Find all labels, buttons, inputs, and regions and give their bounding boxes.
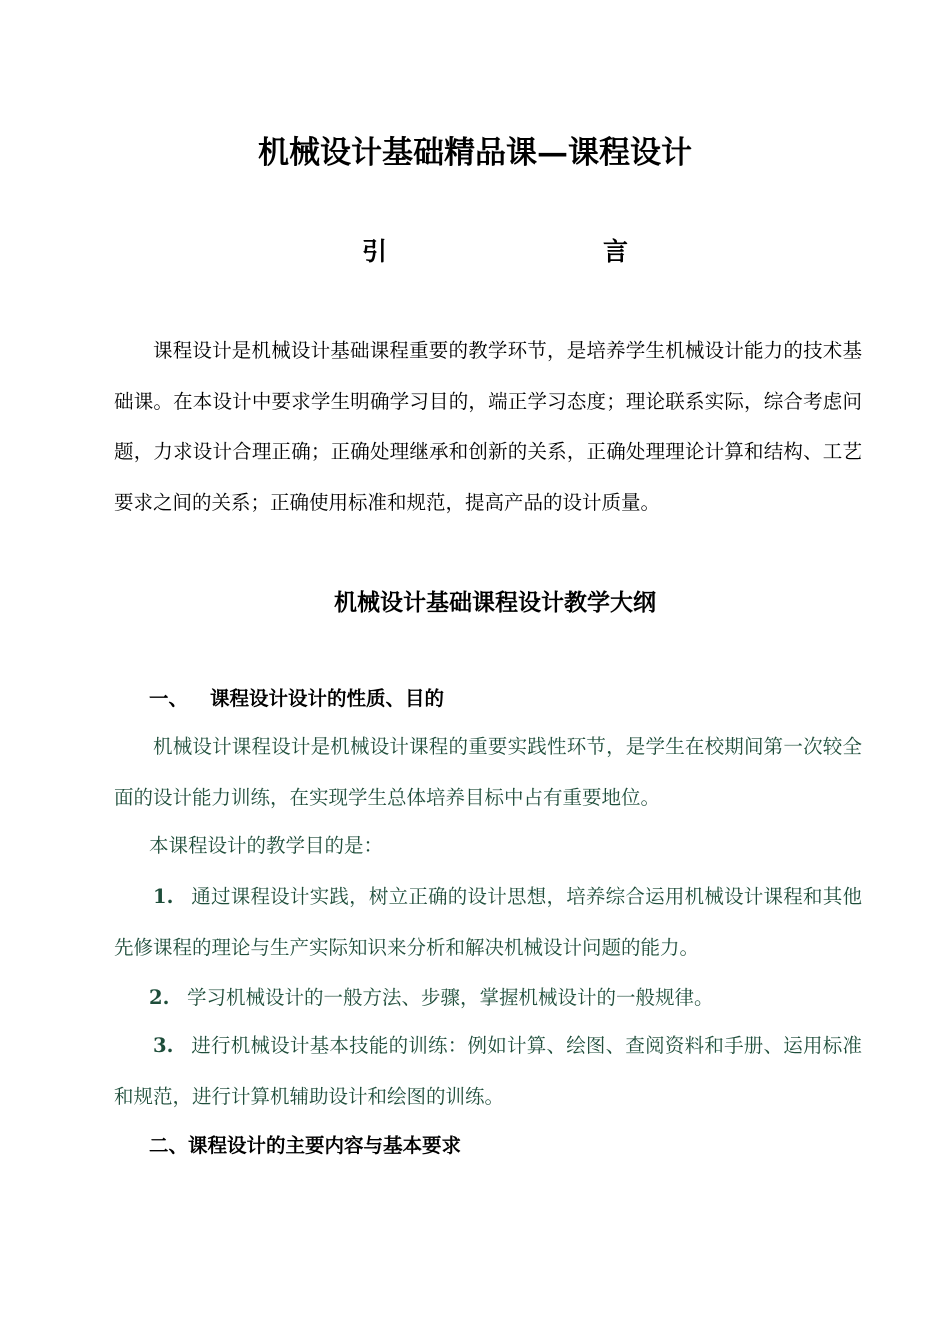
- list-item-text: 学习机械设计的一般方法、步骤，掌握机械设计的一般规律。: [187, 986, 714, 1009]
- syllabus-title: 机械设计基础课程设计教学大纲: [334, 589, 656, 616]
- intro-heading-right: 言: [603, 237, 629, 266]
- list-item-number: 2.: [149, 986, 170, 1009]
- page-title: 机械设计基础精品课—课程设计: [258, 135, 692, 171]
- section2-heading: 二、课程设计的主要内容与基本要求: [149, 1134, 462, 1157]
- aim-intro: 本课程设计的教学目的是：: [149, 834, 384, 857]
- section1-title: 课程设计设计的性质、目的: [210, 687, 445, 710]
- list-item-number: 3.: [153, 1034, 174, 1057]
- list-item-text: 进行机械设计基本技能的训练：例如计算、绘图、查阅资料和手册、运用标准和规范，进行计算机辅助设计和绘图的训练。: [114, 1034, 862, 1108]
- nature-paragraph: 机械设计课程设计是机械设计课程的重要实践性环节，是学生在校期间第一次较全面的设计能力训练，在实现学生总体培养目标中占有重要地位。: [114, 735, 862, 809]
- section1-heading: [149, 684, 444, 714]
- list-item: [114, 1021, 862, 1122]
- list-item-number: 1.: [153, 885, 174, 908]
- section1-number: 一、: [149, 687, 189, 710]
- list-item: [149, 983, 714, 1013]
- list-item-text: 通过课程设计实践，树立正确的设计思想，培养综合运用机械设计课程和其他先修课程的理论与生产实际知识来分析和解决机械设计问题的能力。: [114, 885, 862, 959]
- intro-paragraph: 课程设计是机械设计基础课程重要的教学环节，是培养学生机械设计能力的技术基础课。在本设计中要求学生明确学习目的，端正学习态度；理论联系实际，综合考虑问题，力求设计合理正确；正确处理继承和创新的关系，正确处理理论计算和结构、工艺要求之间的关系；正确使用标准和规范，提高产品的设计质量。: [114, 339, 862, 514]
- intro-heading-left: 引: [362, 237, 388, 266]
- list-item: [114, 872, 862, 973]
